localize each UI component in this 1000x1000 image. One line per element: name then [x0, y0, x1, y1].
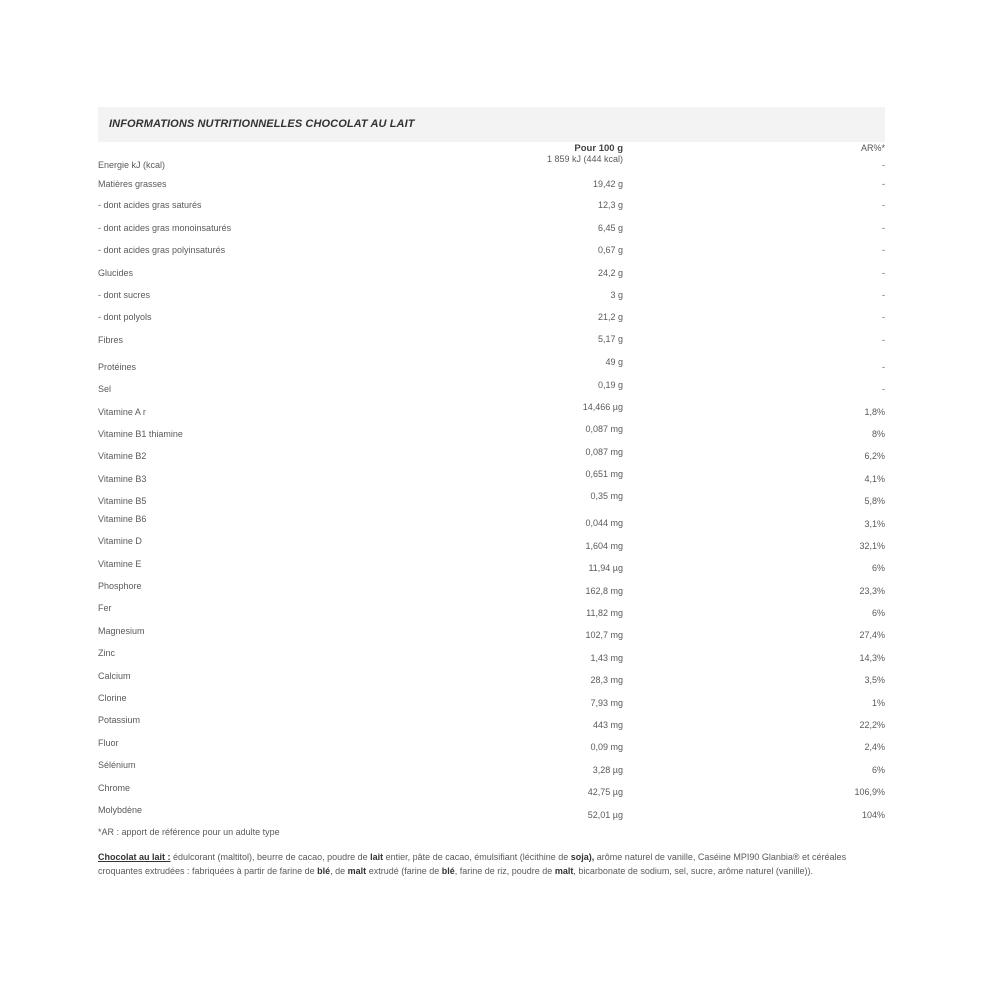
nutrient-label: - dont acides gras polyinsaturés	[98, 245, 226, 255]
nutrient-value: 0,35 mg	[590, 491, 623, 501]
nutrient-ar: -	[882, 312, 885, 322]
nutrient-value: 11,94 µg	[588, 563, 623, 573]
allergen-malt: malt	[554, 866, 574, 876]
nutrient-ar: -	[882, 362, 885, 372]
ingredients-text	[98, 850, 888, 878]
nutrient-value: 42,75 µg	[587, 787, 623, 797]
nutrient-label: Vitamine B6	[98, 514, 147, 524]
nutrient-ar: 14,3%	[859, 653, 885, 663]
nutrient-value: 6,45 g	[597, 223, 623, 233]
nutrient-label: Potassium	[98, 715, 141, 725]
nutrient-ar: 2,4%	[864, 742, 885, 752]
nutrient-ar: -	[882, 335, 885, 345]
nutrient-value: 0,087 mg	[585, 447, 623, 457]
nutrient-value: 0,67 g	[597, 245, 623, 255]
nutrient-ar: 8%	[871, 429, 885, 439]
nutrient-label: Matières grasses	[98, 179, 167, 189]
nutrient-value: 443 mg	[592, 720, 623, 730]
nutrient-value: 102,7 mg	[585, 630, 623, 640]
nutrition-panel	[98, 107, 885, 155]
nutrient-ar: -	[882, 160, 885, 170]
ingredients-part: , bicarbonate de sodium, sel, sucre, arôme naturel (vanille)).	[573, 866, 813, 876]
nutrient-value: 0,19 g	[597, 380, 623, 390]
nutrient-value: 7,93 mg	[590, 698, 623, 708]
nutrient-label: Clorine	[98, 693, 127, 703]
nutrient-ar: 104%	[861, 810, 885, 820]
ingredients-part: arôme naturel de vanille, Caséine MPI90 Glanbia® et céréales croquantes extrudées : fabriquées à partir de farine de	[98, 852, 847, 876]
nutrient-value: 0,651 mg	[585, 469, 623, 479]
nutrient-ar: 1,8%	[864, 407, 885, 417]
nutrient-label: Vitamine B3	[98, 474, 147, 484]
nutrient-label: Energie kJ (kcal)	[98, 160, 166, 170]
nutrient-value: 19,42 g	[592, 179, 623, 189]
nutrient-value: 1,604 mg	[585, 541, 623, 551]
nutrient-ar: 27,4%	[859, 630, 885, 640]
nutrient-label: Sel	[98, 384, 112, 394]
nutrient-label: Vitamine B1 thiamine	[98, 429, 183, 439]
nutrient-value: 5,17 g	[597, 334, 623, 344]
table-header-bar	[98, 107, 885, 142]
nutrient-label: Sélénium	[98, 760, 136, 770]
nutrient-ar: -	[882, 245, 885, 255]
nutrient-ar: 5,8%	[864, 496, 885, 506]
nutrient-label: - dont polyols	[98, 312, 152, 322]
nutrient-ar: 6%	[871, 563, 885, 573]
nutrient-label: Vitamine B2	[98, 451, 147, 461]
nutrient-ar: -	[882, 223, 885, 233]
allergen-lait: lait	[370, 852, 384, 862]
nutrient-value: 49 g	[605, 357, 623, 367]
nutrient-value: 21,2 g	[597, 312, 623, 322]
nutrient-label: Chrome	[98, 783, 131, 793]
nutrient-label: Vitamine B5	[98, 496, 147, 506]
nutrient-label: - dont acides gras saturés	[98, 200, 202, 210]
ingredients-part: entier, pâte de cacao, émulsifiant (lécithine de	[383, 852, 571, 862]
nutrient-label: Vitamine E	[98, 559, 142, 569]
nutrient-ar: -	[882, 384, 885, 394]
nutrient-value: 1 859 kJ (444 kcal)	[546, 154, 623, 164]
nutrient-ar: -	[882, 179, 885, 189]
nutrient-ar: 1%	[871, 698, 885, 708]
column-header-per100: Pour 100 g	[574, 143, 623, 154]
nutrient-ar: 6%	[871, 608, 885, 618]
nutrient-value: 11,82 mg	[586, 608, 623, 618]
nutrient-ar: 3,1%	[864, 519, 885, 529]
nutrient-label: Phosphore	[98, 581, 142, 591]
nutrient-value: 0,044 mg	[585, 518, 623, 528]
nutrient-value: 3,28 µg	[592, 765, 623, 775]
nutrient-label: Glucides	[98, 268, 134, 278]
nutrient-ar: -	[882, 268, 885, 278]
nutrient-ar: -	[882, 290, 885, 300]
nutrient-label: Zinc	[98, 648, 116, 658]
nutrient-label: Vitamine D	[98, 536, 142, 546]
nutrient-label: Calcium	[98, 671, 131, 681]
ingredients-part: extrudé (farine de	[366, 866, 442, 876]
nutrient-label: Protéines	[98, 362, 137, 372]
nutrient-label: Fluor	[98, 738, 119, 748]
nutrient-value: 52,01 µg	[587, 810, 623, 820]
nutrient-label: - dont sucres	[98, 290, 151, 300]
allergen-soja: soja),	[570, 852, 595, 862]
ingredients-part: , de	[330, 866, 348, 876]
nutrient-value: 3 g	[610, 290, 623, 300]
nutrient-value: 28,3 mg	[590, 675, 623, 685]
nutrient-ar: 106,9%	[854, 787, 885, 797]
table-title: INFORMATIONS NUTRITIONNELLES CHOCOLAT AU LAIT	[109, 118, 415, 130]
column-header-ar: AR%*	[860, 143, 885, 153]
nutrient-label: Fibres	[98, 335, 124, 345]
nutrient-label: Vitamine A r	[98, 407, 146, 417]
nutrient-ar: 4,1%	[864, 474, 885, 484]
footnote: *AR : apport de référence pour un adulte type	[98, 827, 280, 837]
nutrient-value: 0,09 mg	[590, 742, 623, 752]
nutrient-value: 0,087 mg	[585, 424, 623, 434]
nutrient-label: Molybdène	[98, 805, 143, 815]
column-headers	[98, 143, 885, 155]
nutrient-label: Fer	[98, 603, 112, 613]
nutrient-ar: 32,1%	[859, 541, 885, 551]
allergen-malt: malt	[347, 866, 367, 876]
nutrient-label: Magnesium	[98, 626, 145, 636]
ingredients-part: édulcorant (maltitol), beurre de cacao, poudre de	[170, 852, 371, 862]
nutrient-ar: 3,5%	[864, 675, 885, 685]
nutrient-label: - dont acides gras monoinsaturés	[98, 223, 232, 233]
nutrient-value: 12,3 g	[597, 200, 623, 210]
ingredients-part: , farine de riz, poudre de	[454, 866, 555, 876]
nutrient-value: 162,8 mg	[585, 586, 623, 596]
nutrient-ar: 22,2%	[859, 720, 885, 730]
nutrient-ar: 23,3%	[859, 586, 885, 596]
ingredients-title: Chocolat au lait :	[98, 852, 171, 862]
nutrient-value: 1,43 mg	[590, 653, 623, 663]
nutrient-ar: 6,2%	[864, 451, 885, 461]
nutrient-value: 24,2 g	[597, 268, 623, 278]
nutrient-ar: -	[882, 200, 885, 210]
allergen-ble: blé	[441, 866, 455, 876]
nutrient-ar: 6%	[871, 765, 885, 775]
allergen-ble: blé	[317, 866, 331, 876]
nutrient-value: 14,466 µg	[582, 402, 623, 412]
